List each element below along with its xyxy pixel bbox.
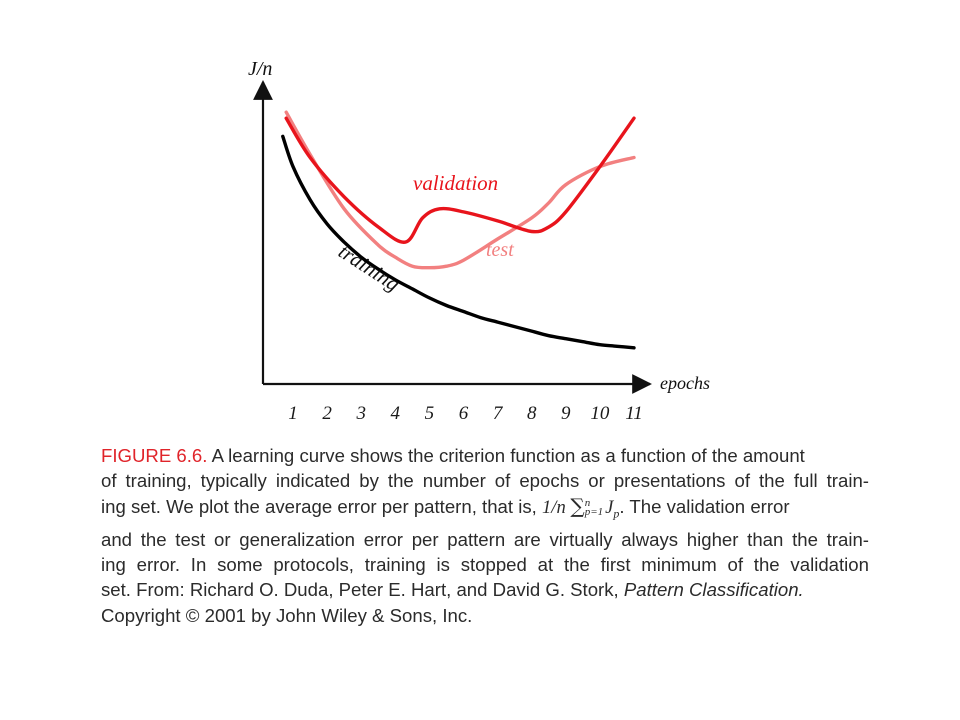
math-one-over-n: 1/n [541, 496, 566, 518]
sum-symbol: ∑ [570, 493, 585, 518]
caption-text-3a: ing set. We plot the average error per pattern, that is, [101, 495, 537, 517]
x-tick-label: 5 [424, 403, 435, 424]
math-j-sub: p [613, 506, 620, 521]
y-axis-label: J/n [248, 58, 273, 80]
caption-line-7: Copyright © 2001 by John Wiley & Sons, Inc. [101, 604, 473, 626]
caption-text-3b: . The validation error [619, 495, 790, 517]
x-tick-label: 2 [322, 403, 332, 424]
x-tick-label: 1 [288, 403, 298, 424]
caption-text-6: set. From: Richard O. Duda, Peter E. Hart, and David G. Stork, [101, 579, 619, 601]
series-lines [283, 112, 634, 348]
figure-label: FIGURE 6.6. [101, 445, 208, 466]
x-tick-label: 4 [390, 403, 401, 424]
math-j: J [605, 496, 614, 518]
sum-upper: n [584, 497, 591, 510]
x-tick-label: 3 [356, 403, 366, 424]
sum-lower: p=1 [584, 506, 604, 519]
book-title: Pattern Classification. [623, 579, 804, 601]
x-tick-label: 9 [561, 403, 571, 424]
caption-line-3 [101, 494, 869, 527]
caption-line-1 [101, 443, 869, 468]
series-label-training: training [334, 239, 405, 297]
sum-limits [585, 499, 603, 517]
series-label-validation: validation [413, 171, 499, 195]
math-expression [541, 493, 620, 521]
x-tick-label: 8 [526, 403, 537, 424]
caption-text-1: A learning curve shows the criterion function as a function of the amount [211, 445, 805, 466]
x-tick-label: 11 [625, 403, 643, 424]
x-tick-label: 10 [590, 403, 610, 424]
series-line-training [283, 136, 634, 347]
figure-caption [101, 443, 869, 628]
caption-line-6 [101, 577, 869, 602]
caption-line-4: and the test or generalization error per pattern are virtually always higher than the train- [101, 528, 869, 550]
x-axis-label: epochs [660, 373, 710, 393]
x-tick-label: 7 [492, 403, 503, 424]
x-tick-label: 6 [458, 403, 469, 424]
caption-line-5: ing error. In some protocols, training is stopped at the first minimum of the validation [101, 553, 869, 575]
caption-line-2: of training, typically indicated by the number of epochs or presentations of the full train- [101, 470, 869, 492]
series-label-test: test [486, 239, 514, 261]
x-tick-labels [288, 403, 643, 424]
